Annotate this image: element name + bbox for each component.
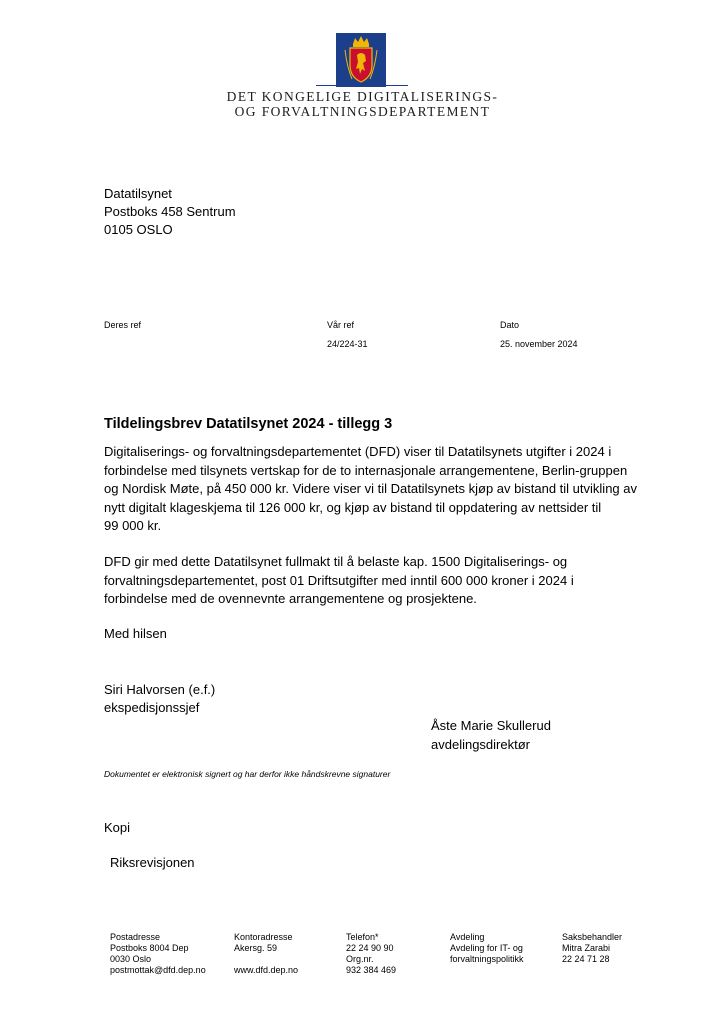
paragraph-line: forbindelse med de ovennevnte arrangementene og prosjektene. xyxy=(104,591,477,606)
footer-text: Postboks 8004 Dep xyxy=(110,943,189,953)
paragraph-1 xyxy=(104,443,664,536)
recipient-address-line1: Postboks 458 Sentrum xyxy=(104,204,236,219)
footer-text: 932 384 469 xyxy=(346,965,397,975)
footer-heading: Saksbehandler xyxy=(562,932,623,942)
paragraph-line: forvaltningsdepartementet, post 01 Driftsutgifter med inntil 600 000 kroner i 2024 i xyxy=(104,572,574,588)
copy-label: Kopi xyxy=(104,820,131,835)
footer-heading: Telefon* xyxy=(346,932,379,942)
footer-heading: Avdeling xyxy=(450,932,485,942)
footer-text: Mitra Zarabi xyxy=(562,943,611,953)
paragraph-line: nytt digitalt klageskjema til 126 000 kr, og kjøp av bistand til oppdatering av nettsider til xyxy=(104,499,602,515)
footer-text: forvaltningspolitikk xyxy=(450,954,524,964)
letter-title: Tildelingsbrev Datatilsynet 2024 - tillegg 3 xyxy=(104,416,393,432)
signer1-name: Siri Halvorsen (e.f.) xyxy=(104,682,216,697)
footer-website-link[interactable]: www.dfd.dep.no xyxy=(234,965,299,975)
paragraph-line: og Nordisk Møte, på 450 000 kr. Videre viser vi til Datatilsynets kjøp av bistand til utvikling av xyxy=(104,481,637,496)
footer-telefon xyxy=(346,932,396,976)
footer-postadresse xyxy=(110,932,206,976)
footer-text: 22 24 71 28 xyxy=(562,954,610,964)
copy-recipient: Riksrevisjonen xyxy=(110,855,195,870)
footer-saksbehandler xyxy=(562,932,622,965)
paragraph-2 xyxy=(104,553,664,609)
footer-kontoradresse xyxy=(234,932,298,976)
footer-avdeling xyxy=(450,932,524,965)
department-name-line2: OG FORVALTNINGSDEPARTEMENT xyxy=(234,104,491,119)
paragraph-line: 99 000 kr. xyxy=(104,518,162,533)
footer-heading: Postadresse xyxy=(110,932,161,942)
footer-text: 22 24 90 90 xyxy=(346,943,394,953)
header-rule xyxy=(316,85,408,86)
var-ref-value: 24/224-31 xyxy=(327,339,368,349)
var-ref-label: Vår ref xyxy=(327,320,355,330)
deres-ref-label: Deres ref xyxy=(104,320,142,330)
paragraph-line: forbindelse med tilsynets vertskap for de to internasjonale arrangementene, Berlin-gruppen xyxy=(104,462,628,478)
greeting: Med hilsen xyxy=(104,626,167,641)
footer-text: 0030 Oslo xyxy=(110,954,152,964)
signer1-title: ekspedisjonssjef xyxy=(104,700,200,715)
footer-email-link[interactable]: postmottak@dfd.dep.no xyxy=(110,965,206,975)
signature-note: Dokumentet er elektronisk signert og har derfor ikke håndskrevne signaturer xyxy=(104,769,391,779)
date-value: 25. november 2024 xyxy=(500,339,578,349)
paragraph-line: Digitaliserings- og forvaltningsdepartementet (DFD) viser til Datatilsynets utgifter i 2024 i xyxy=(104,444,612,459)
footer-text xyxy=(234,954,298,965)
department-name-line1: DET KONGELIGE DIGITALISERINGS- xyxy=(226,89,499,104)
date-label: Dato xyxy=(500,320,520,330)
coat-of-arms-logo xyxy=(336,33,386,87)
signer2-title: avdelingsdirektør xyxy=(431,737,530,752)
footer-text: Akersg. 59 xyxy=(234,943,278,953)
footer-text: Org.nr. xyxy=(346,954,374,964)
paragraph-line: DFD gir med dette Datatilsynet fullmakt til å belaste kap. 1500 Digitaliserings- og xyxy=(104,554,568,569)
signer2-name: Åste Marie Skullerud xyxy=(431,718,551,733)
footer-heading: Kontoradresse xyxy=(234,932,293,942)
footer-text: Avdeling for IT- og xyxy=(450,943,523,953)
recipient-name: Datatilsynet xyxy=(104,186,172,201)
recipient-address-line2: 0105 OSLO xyxy=(104,222,173,237)
